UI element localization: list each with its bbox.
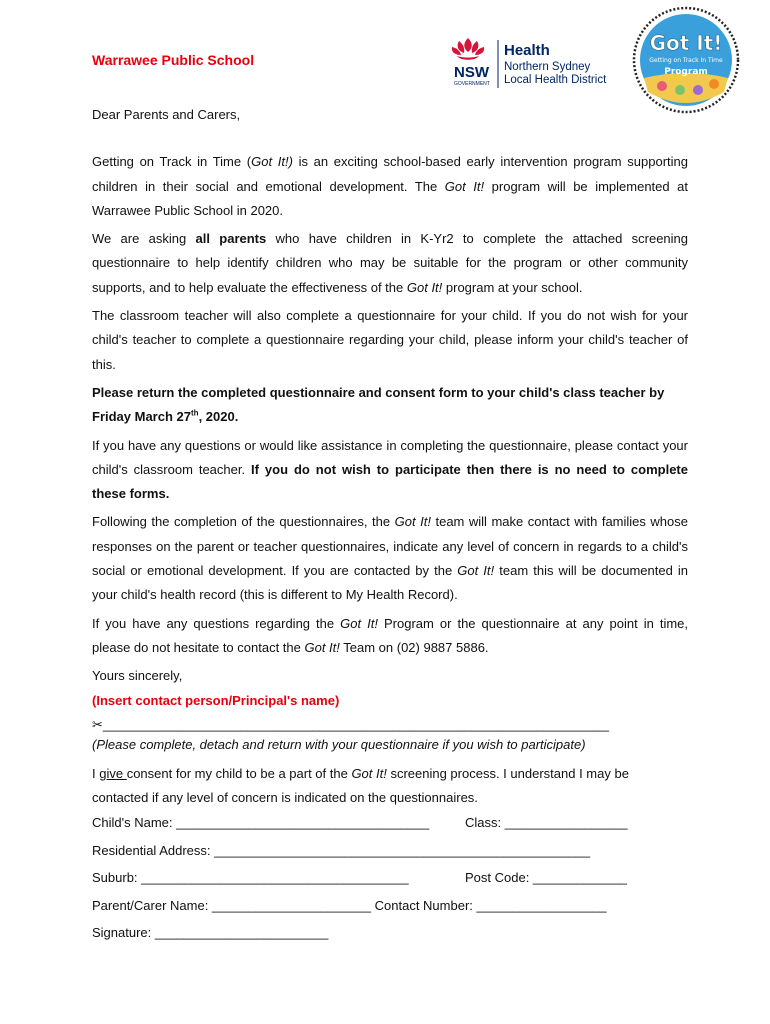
- closing: Yours sincerely,: [92, 668, 183, 684]
- detach-instruction: (Please complete, detach and return with your questionnaire if you wish to participate): [92, 736, 586, 752]
- paragraph-intro: Getting on Track in Time (Got It!) is an exciting school-based early intervention program supporting children in their social and emotional development. The Got It! program will be implemented at Warrawee Public School in 2020.: [92, 154, 689, 218]
- contact-number-field: Contact Number: __________________: [374, 897, 607, 913]
- contact-person-placeholder: (Insert contact person/Principal's name): [92, 692, 340, 708]
- government-wordmark: GOVERNMENT: [454, 81, 490, 87]
- gotit-title: Got It!: [649, 31, 723, 55]
- paragraph-request: We are asking all parents who have children in K-Yr2 to complete the attached screening questionnaire to help identify children who may be suitable for the program or other community supports, and to help evaluate the effectiveness of the Got It! program at your school.: [92, 231, 689, 295]
- detach-line: ✂______________________________________________________________________: [92, 716, 610, 732]
- gotit-footer: Program: [664, 67, 708, 77]
- form-row-suburb: [92, 868, 692, 896]
- letter-body: [92, 103, 688, 814]
- form-row-signature: [92, 923, 692, 951]
- nsw-wordmark: NSW: [454, 64, 489, 81]
- paragraph-contact: If you have any questions regarding the Got It! Program or the questionnaire at any point in time, please do not hesitate to contact the Got It! Team on (02) 9887 5886.: [92, 615, 689, 655]
- form-row-parent: [92, 896, 692, 924]
- parent-carer-name-field: Parent/Carer Name: ______________________: [92, 897, 371, 913]
- child-name-field: Child's Name: ___________________________________: [92, 815, 430, 830]
- form-row-address: [92, 841, 692, 869]
- class-field: Class: _________________: [465, 815, 628, 830]
- suburb-field: Suburb: _____________________________________: [92, 870, 409, 885]
- paragraph-return-deadline: Please return the completed questionnaire and consent form to your child's class teacher by Friday March 27th, 2020.: [92, 384, 665, 425]
- nsw-health-logo: [446, 36, 628, 92]
- post-code-field: Post Code: _____________: [465, 870, 627, 885]
- school-name: Warrawee Public School: [92, 52, 255, 68]
- consent-form: [92, 813, 692, 951]
- waratah-flower-icon: [452, 38, 484, 60]
- district-line-2: Local Health District: [504, 74, 607, 86]
- paragraph-followup: Following the completion of the questionnaires, the Got It! team will make contact with families whose responses on the parent or teacher questionnaires, indicate any level of concern in regards to a child's social or emotional development. If you are contacted by the Got It! team this will be documented in your child's health record (this is different to My Health Record).: [92, 514, 689, 603]
- residential-address-field: Residential Address: ____________________________________________________: [92, 842, 591, 858]
- health-title: Health: [504, 42, 550, 59]
- form-row-child: [92, 813, 692, 841]
- paragraph-questions: If you have any questions or would like assistance in completing the questionnaire, please contact your child's classroom teacher. If you do not wish to participate then there is no need to complete these forms.: [92, 437, 688, 502]
- scissors-icon: ✂: [92, 716, 103, 732]
- consent-statement: I give consent for my child to be a part of the Got It! screening process. I understand I may be contacted if any level of concern is indicated on the questionnaires.: [92, 765, 629, 806]
- signature-field: Signature: ________________________: [92, 925, 329, 940]
- district-line-1: Northern Sydney: [504, 61, 591, 73]
- paragraph-teacher: The classroom teacher will also complete a questionnaire for your child. If you do not wish for your child's teacher to complete a questionnaire regarding your child, please inform your child's teacher of this.: [92, 308, 688, 372]
- gotit-program-badge: [632, 6, 740, 114]
- greeting: Dear Parents and Carers,: [92, 107, 241, 122]
- gotit-tagline: Getting on Track In Time: [649, 57, 723, 64]
